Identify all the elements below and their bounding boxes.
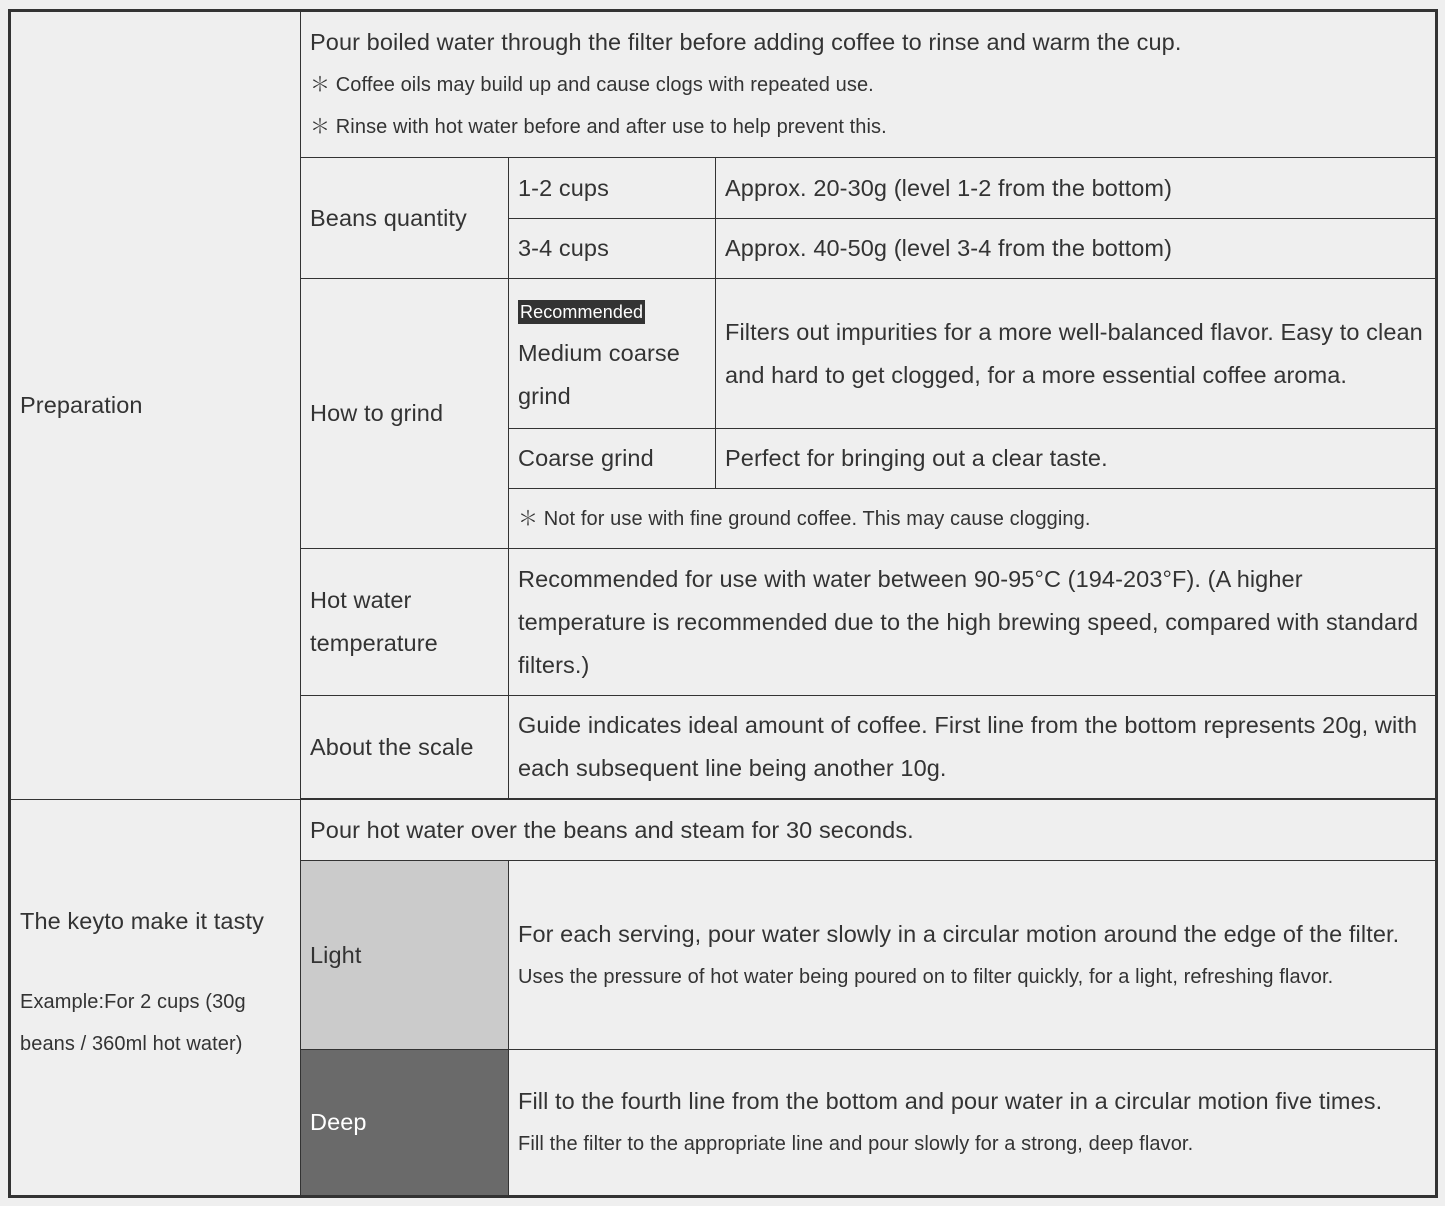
deep-desc: Fill to the fourth line from the bottom and pour water in a circular motion five times. <box>518 1088 1383 1114</box>
grind-desc: Perfect for bringing out a clear taste. <box>716 429 1437 489</box>
temperature-desc: Recommended for use with water between 90-95°C (194-203°F). (A higher temperature is recommended due to the high brewing speed, compared with standard filters.) <box>509 549 1437 696</box>
beans-quantity-label: Beans quantity <box>301 158 509 279</box>
light-note: Uses the pressure of hot water being poured on to filter quickly, for a light, refreshing flavor. <box>518 965 1334 988</box>
tasty-example: Example:For 2 cups (30g beans / 360ml hot water) <box>20 991 246 1055</box>
beans-cups: 3-4 cups <box>509 219 716 279</box>
temperature-label: Hot water temperature <box>301 549 509 696</box>
deep-desc-cell <box>509 1050 1437 1197</box>
beans-amount: Approx. 40-50g (level 3-4 from the bottom) <box>716 219 1437 279</box>
grind-name: Medium coarse grind <box>518 340 680 409</box>
beans-cups: 1-2 cups <box>509 158 716 219</box>
grind-label: How to grind <box>301 279 509 549</box>
tasty-label-cell <box>10 800 301 1197</box>
preparation-intro-cell <box>301 11 1437 158</box>
tasty-label: The keyto make it tasty <box>20 908 264 934</box>
light-desc-cell <box>509 861 1437 1050</box>
brewing-guide-table <box>8 9 1438 1198</box>
grind-desc: Filters out impurities for a more well-balanced flavor. Easy to clean and hard to get clogged, for a more essential coffee aroma. <box>716 279 1437 429</box>
scale-label: About the scale <box>301 696 509 799</box>
recommended-badge: Recommended <box>520 302 644 322</box>
scale-desc: Guide indicates ideal amount of coffee. First line from the bottom represents 20g, with each subsequent line being another 10g. <box>509 696 1437 799</box>
grind-name: Coarse grind <box>509 429 716 489</box>
preparation-intro: Pour boiled water through the filter before adding coffee to rinse and warm the cup. <box>310 29 1182 55</box>
grind-name-cell <box>509 279 716 429</box>
tasty-intro: Pour hot water over the beans and steam for 30 seconds. <box>301 800 1437 861</box>
light-label: Light <box>301 861 509 1050</box>
deep-label: Deep <box>301 1050 509 1197</box>
grind-note-cell <box>509 489 1437 549</box>
deep-note: Fill the filter to the appropriate line and pour slowly for a strong, deep flavor. <box>518 1133 1194 1155</box>
preparation-note: ＊ Rinse with hot water before and after use to help prevent this. <box>310 116 887 138</box>
preparation-note: ＊ Coffee oils may build up and cause clogs with repeated use. <box>310 74 874 96</box>
light-desc: For each serving, pour water slowly in a circular motion around the edge of the filter. <box>518 920 1400 947</box>
preparation-label: Preparation <box>10 11 301 800</box>
beans-amount: Approx. 20-30g (level 1-2 from the bottom) <box>716 158 1437 219</box>
grind-note: ＊ Not for use with fine ground coffee. This may cause clogging. <box>518 507 1091 530</box>
